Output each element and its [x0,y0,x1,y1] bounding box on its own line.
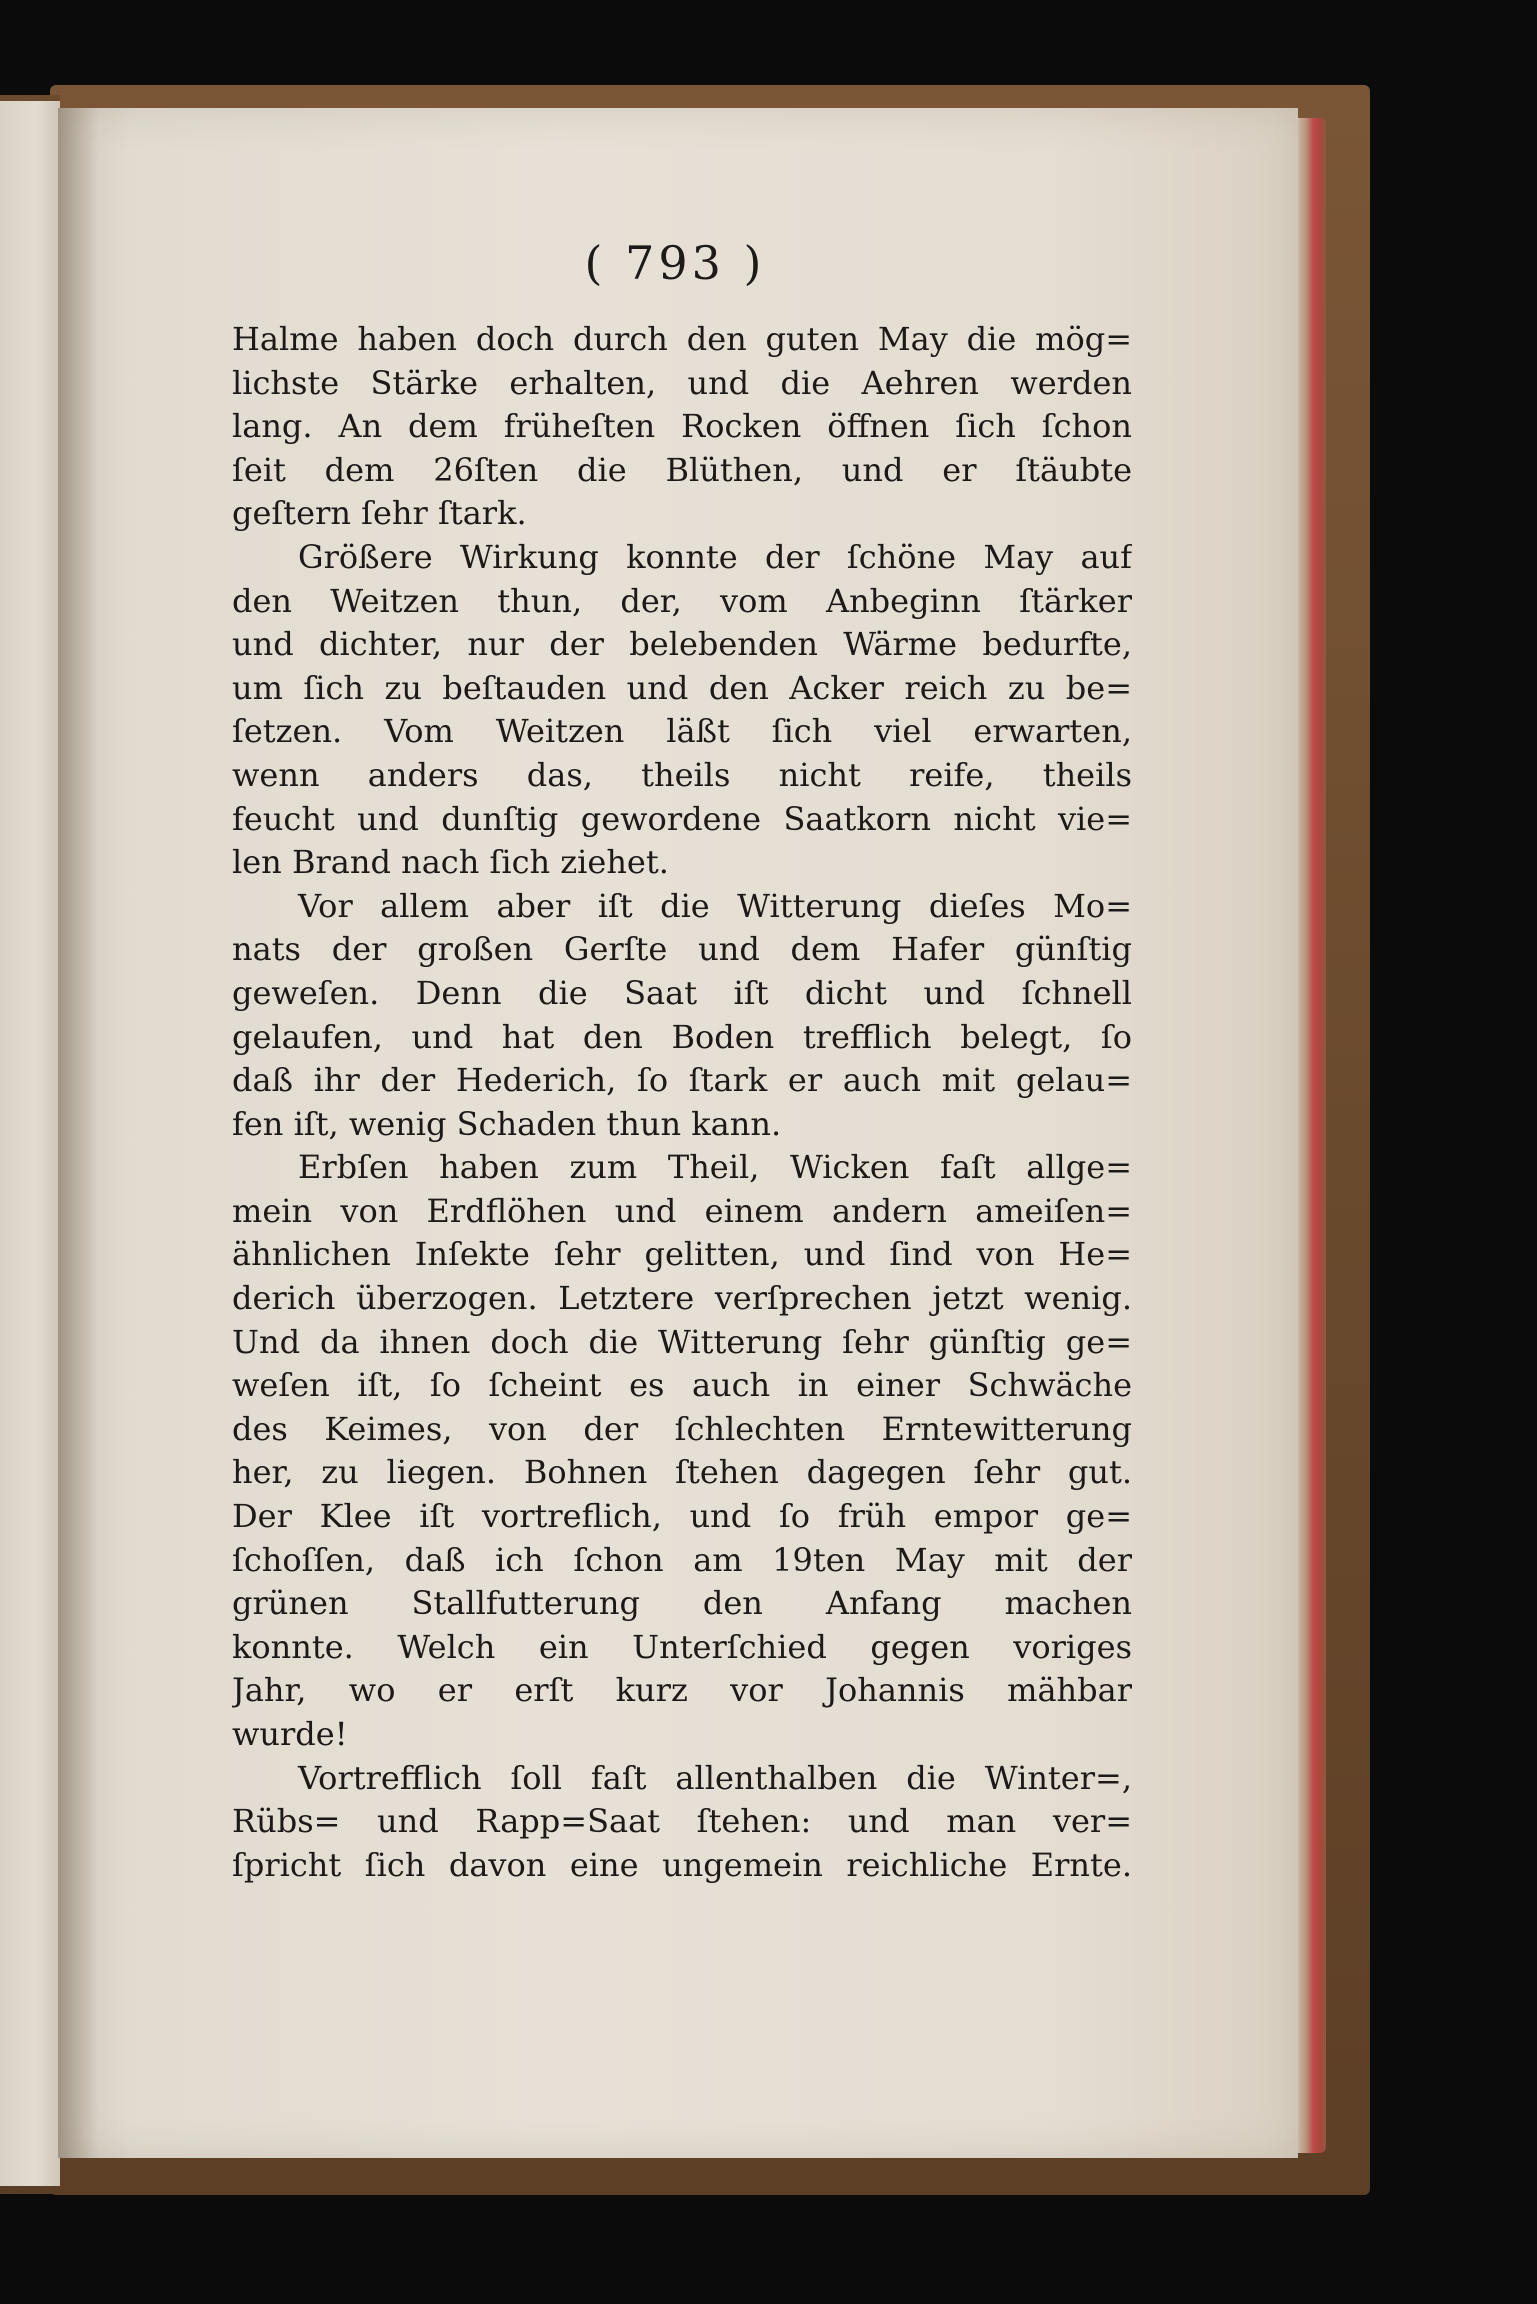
gutter-shadow [58,108,98,2158]
text-line: lang. An dem früheſten Rocken öffnen ſich ſchon [232,407,1132,446]
text-line: feucht und dunſtig gewordene Saatkorn nicht vie= [232,799,1132,838]
text-line: wurde! [232,1715,348,1753]
text-line: Erbſen haben zum Theil, Wicken faſt allge= [298,1148,1132,1187]
text-line: fen iſt, wenig Schaden thun kann. [232,1104,782,1143]
page-number: ( 793 ) [584,236,766,290]
text-line: um ſich zu beſtauden und den Acker reich zu be= [232,668,1132,707]
text-line: mein von Erdflöhen und einem andern ameiſen= [232,1191,1132,1230]
text-line: len Brand nach ſich ziehet. [232,843,669,882]
text-line: des Keimes, von der ſchlechten Erntewitterung [232,1409,1132,1448]
text-line: grünen Stallfutterung den Anfang machen [232,1584,1132,1623]
text-line: ähnlichen Inſekte ſehr gelitten, und ſind von He= [232,1235,1132,1274]
text-line: nats der großen Gerſte und dem Hafer günſtig [232,930,1132,969]
body-text [232,318,1132,1887]
text-line: und dichter, nur der belebenden Wärme bedurfte, [232,625,1132,664]
text-line: ſpricht ſich davon eine ungemein reichliche Ernte. [232,1845,1132,1884]
text-line: konnte. Welch ein Unterſchied gegen voriges [232,1627,1132,1666]
text-line: Halme haben doch durch den guten May die mög= [232,320,1132,358]
text-line: Vortrefflich ſoll faſt allenthalben die Winter=, [298,1758,1132,1797]
text-line: gelaufen, und hat den Boden trefflich belegt, ſo [232,1017,1132,1056]
text-line: Der Klee iſt vortreflich, und ſo früh empor ge= [232,1497,1132,1536]
text-line: ſchoſſen, daß ich ſchon am 19ten May mit der [232,1540,1132,1579]
text-line: ſeit dem 26ſten die Blüthen, und er ſtäubte [232,450,1132,489]
text-line: Rübs= und Rapp=Saat ſtehen: und man ver= [232,1802,1132,1841]
text-line: Vor allem aber iſt die Witterung dieſes Mo= [298,886,1132,925]
text-line: weſen iſt, ſo ſcheint es auch in einer Schwäche [232,1366,1132,1405]
text-line: lichste Stärke erhalten, und die Aehren werden [232,363,1132,402]
text-line: derich überzogen. Letztere verſprechen jetzt wenig. [232,1279,1132,1318]
facing-page-edge [0,95,60,2194]
red-fore-edge [1298,118,1326,2153]
text-line: geweſen. Denn die Saat iſt dicht und ſchnell [232,973,1132,1012]
text-line: Jahr, wo er erſt kurz vor Johannis mähbar [232,1671,1132,1710]
text-line: Größere Wirkung konnte der ſchöne May auf [298,537,1132,576]
text-line: wenn anders das, theils nicht reife, theils [232,755,1132,794]
text-line: ſetzen. Vom Weitzen läßt ſich viel erwarten, [232,712,1132,751]
text-line: her, zu liegen. Bohnen ſtehen dagegen ſehr gut. [232,1453,1132,1492]
text-line: geſtern ſehr ſtark. [232,494,527,533]
text-line: den Weitzen thun, der, vom Anbeginn ſtärker [232,581,1132,620]
text-line: Und da ihnen doch die Witterung ſehr günſtig ge= [232,1322,1132,1361]
text-line: daß ihr der Hederich, ſo ſtark er auch mit gelau= [232,1061,1132,1100]
